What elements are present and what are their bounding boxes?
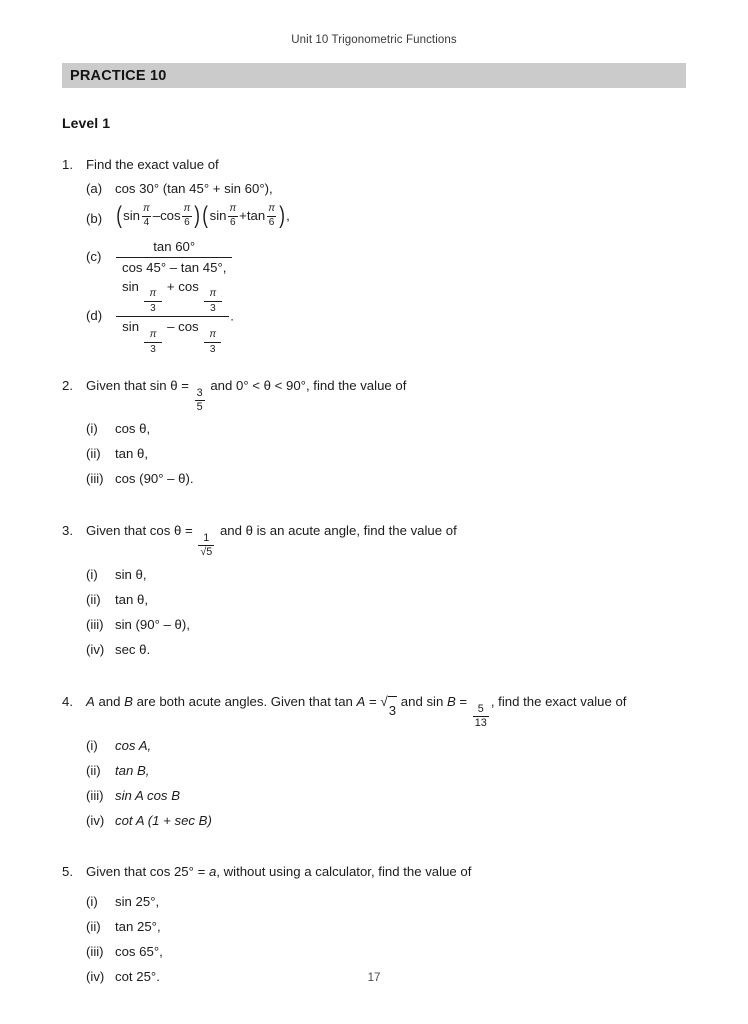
- text-and-sin: and sin: [397, 694, 447, 710]
- fraction-denominator: 3: [204, 301, 222, 314]
- trig-sin-2: sin: [209, 208, 227, 223]
- subitem-text: tan θ,: [115, 446, 148, 462]
- question-5-subitem-ii: [62, 914, 702, 939]
- fraction-denominator: 6: [230, 216, 236, 228]
- level-heading: Level 1: [62, 115, 111, 131]
- fraction-5-over-13: [473, 704, 489, 729]
- fraction-3-over-5: [195, 388, 205, 413]
- subitem-marker: (i): [86, 893, 98, 909]
- page-number: 17: [367, 972, 381, 984]
- fraction-numerator: 1: [203, 532, 210, 545]
- text-acute-clause: are both acute angles. Given that tan: [132, 694, 357, 710]
- stem-prefix: Given that cos 25° =: [86, 863, 209, 879]
- radical-sign: √: [380, 694, 388, 710]
- subitem-marker: (d): [86, 308, 103, 324]
- subitem-marker: (ii): [86, 592, 101, 608]
- variable-B-2: B: [446, 694, 456, 710]
- question-4-stem: [62, 688, 702, 729]
- question-5-stem: [62, 859, 702, 885]
- question-3-stem: [62, 517, 702, 558]
- question-1-subitem-a: [62, 179, 702, 199]
- trig-sin-num: sin: [122, 278, 139, 294]
- fraction-pi-3-d2: [203, 330, 222, 355]
- subitem-marker: (iii): [86, 943, 104, 959]
- question-5-stem-text: [86, 859, 702, 885]
- trailing-comma: ,: [286, 208, 290, 223]
- subitem-marker: (iv): [86, 642, 105, 658]
- operator-plus-1: +: [239, 208, 247, 223]
- question-4-subitem-iv: [62, 808, 702, 833]
- subitem-text: tan B,: [115, 762, 150, 778]
- question-2-subitems: [62, 416, 702, 491]
- subitem-marker: (c): [86, 249, 102, 264]
- fraction-denominator: 13: [474, 717, 487, 730]
- equals-2: =: [455, 694, 471, 710]
- stem-prefix: Given that cos θ =: [86, 523, 197, 539]
- subitem-marker: (iii): [86, 617, 104, 633]
- subitem-marker: (iv): [86, 968, 105, 984]
- subitem-text: cos A,: [115, 737, 152, 753]
- operator-minus-den: –: [167, 319, 175, 335]
- stem-suffix: , without using a calculator, find the value of: [216, 863, 472, 879]
- trig-cos-num: cos: [178, 278, 199, 294]
- subitem-marker: (b): [86, 211, 103, 226]
- page-footer: [0, 972, 748, 984]
- question-3-stem-text: [86, 517, 702, 558]
- fraction-denominator: 3: [144, 342, 162, 355]
- subitem-text: tan θ,: [115, 592, 148, 608]
- fraction-numerator: π: [149, 288, 157, 300]
- fraction-numerator: 5: [477, 703, 484, 716]
- question-1-number: 1.: [62, 157, 73, 172]
- subitem-text: sin (90° – θ),: [115, 617, 190, 633]
- subitem-text: cos θ,: [115, 421, 151, 437]
- question-3-subitem-iii: [62, 612, 702, 637]
- question-2-subitem-iii: [62, 466, 702, 491]
- trig-cos-1: cos: [160, 208, 181, 223]
- trig-sin-den: sin: [122, 319, 140, 335]
- subitem-text: cot 25°.: [115, 968, 160, 984]
- fraction-numerator: π: [149, 328, 157, 340]
- trailing-period: .: [230, 308, 234, 324]
- question-4: [62, 688, 702, 833]
- fraction-numerator: π: [143, 203, 150, 215]
- question-1-subitem-b: [62, 201, 702, 234]
- fraction-denominator: √5: [200, 546, 213, 559]
- variable-A-2: A: [356, 694, 366, 710]
- fraction-denominator: cos 45° – tan 45°,: [116, 257, 232, 277]
- fraction-denominator: 5: [196, 400, 203, 413]
- variable-a: a: [208, 863, 217, 879]
- trig-tan-1: tan: [246, 208, 266, 223]
- question-2: [62, 373, 702, 492]
- fraction-pi-3-d1: [144, 330, 163, 355]
- operator-plus-num: +: [166, 278, 175, 294]
- fraction-pi-6-a: [182, 204, 193, 227]
- subitem-text: cot A (1 + sec B): [115, 812, 212, 828]
- fraction-numerator: [116, 279, 229, 317]
- subitem-marker: (a): [86, 181, 103, 196]
- fraction-numerator: π: [209, 288, 217, 300]
- fraction-numerator: tan 60°: [153, 238, 196, 254]
- fraction-compound-pi-3: [116, 279, 229, 355]
- subitem-marker: (i): [86, 737, 98, 753]
- variable-B: B: [124, 694, 133, 710]
- question-2-subitem-ii: [62, 441, 702, 466]
- question-4-subitem-iii: [62, 783, 702, 808]
- question-1-stem: [62, 155, 702, 175]
- question-1-stem-text: Find the exact value of: [86, 157, 219, 172]
- question-1-subitem-c: [62, 238, 702, 277]
- question-5-subitem-i: [62, 889, 702, 914]
- questions-list: [62, 155, 702, 999]
- subitem-expression: ( sin $\frac{\pi}{4}$ – cos $\frac{\pi}{6}$ ) ( sin $\frac{\pi}{6}$ + tan $\frac{\pi}{6}$ ) ,: [116, 202, 290, 229]
- fraction-denominator: 3: [144, 301, 162, 314]
- fraction-pi-4: [141, 204, 152, 227]
- question-3-subitem-iv: [62, 637, 702, 662]
- trig-cos-den: cos: [178, 319, 199, 335]
- variable-A: A: [86, 694, 95, 710]
- question-1-subitems: [62, 179, 702, 355]
- subitem-text: cos (90° – θ).: [115, 471, 194, 487]
- question-2-number: 2.: [62, 377, 73, 393]
- operator-minus-1: –: [152, 208, 161, 223]
- stem-suffix: and 0° < θ < 90°, find the value of: [206, 377, 407, 393]
- question-3-number: 3.: [62, 523, 73, 539]
- fraction-numerator: π: [229, 203, 237, 215]
- subitem-marker: (i): [86, 567, 98, 583]
- stem-suffix: , find the exact value of: [490, 694, 627, 710]
- fraction-pi-3-n1: [144, 289, 163, 314]
- question-4-number: 4.: [62, 694, 73, 710]
- fraction-pi-3-n2: [204, 289, 223, 314]
- subitem-expression: [115, 238, 702, 277]
- subitem-text: sec θ.: [115, 642, 151, 658]
- subitem-text: sin A cos B: [115, 787, 180, 803]
- question-5-number: 5.: [62, 863, 73, 879]
- subitem-marker: (iv): [86, 812, 105, 828]
- subitem-expression: [115, 279, 702, 355]
- fraction-pi-6-c: [266, 204, 277, 227]
- fraction-tan60-over-cos45-minus-tan45: [116, 239, 232, 277]
- subitem-marker: (i): [86, 421, 98, 437]
- fraction-denominator: 3: [204, 342, 222, 355]
- text-and: and: [94, 694, 125, 710]
- running-header-title: Unit 10 Trigonometric Functions: [291, 34, 457, 46]
- fraction-numerator: π: [268, 203, 275, 215]
- subitem-text: cos 65°,: [115, 943, 163, 959]
- subitem-marker: (ii): [86, 918, 101, 934]
- subitem-marker: (iii): [86, 787, 104, 803]
- fraction-denominator: 6: [184, 216, 190, 228]
- question-3-subitems: [62, 562, 702, 662]
- radical-sqrt-3: [380, 695, 397, 725]
- question-2-stem: [62, 373, 702, 413]
- radical-radicand: 3: [388, 696, 397, 725]
- question-2-subitem-i: [62, 416, 702, 441]
- question-3-subitem-ii: [62, 587, 702, 612]
- fraction-denominator: 6: [268, 216, 275, 228]
- question-3-subitem-i: [62, 562, 702, 587]
- question-4-stem-text: [86, 688, 702, 729]
- fraction-denominator: [116, 316, 229, 355]
- question-4-subitem-ii: [62, 758, 702, 783]
- stem-suffix: and θ is an acute angle, find the value of: [216, 523, 457, 539]
- stem-prefix: Given that sin θ =: [86, 377, 193, 393]
- question-5: [62, 859, 702, 989]
- practice-banner-title: PRACTICE 10: [70, 67, 167, 84]
- subitem-text: tan 25°,: [115, 918, 161, 934]
- question-3: [62, 517, 702, 662]
- practice-banner: [62, 63, 686, 88]
- subitem-marker: (ii): [86, 446, 101, 462]
- subitem-text: sin 25°,: [115, 893, 160, 909]
- fraction-numerator: π: [183, 203, 191, 215]
- question-1-subitem-d: [62, 279, 702, 355]
- subitem-text: sin θ,: [115, 567, 147, 583]
- question-5-subitem-iii: [62, 939, 702, 964]
- question-1: [62, 155, 702, 355]
- subitem-marker: (iii): [86, 471, 104, 487]
- trig-sin-1: sin: [123, 208, 140, 223]
- question-2-stem-text: [86, 373, 702, 413]
- fraction-numerator: 3: [196, 386, 203, 399]
- subitem-text: cos 30° (tan 45° + sin 60°),: [115, 181, 273, 196]
- running-header: [0, 34, 748, 46]
- question-4-subitems: [62, 733, 702, 833]
- fraction-1-over-sqrt5: [198, 533, 214, 558]
- question-4-subitem-i: [62, 733, 702, 758]
- fraction-numerator: π: [209, 328, 217, 340]
- subitem-marker: (ii): [86, 762, 101, 778]
- equals-1: =: [365, 694, 381, 710]
- fraction-denominator: 4: [143, 216, 150, 228]
- fraction-pi-6-b: [227, 204, 238, 227]
